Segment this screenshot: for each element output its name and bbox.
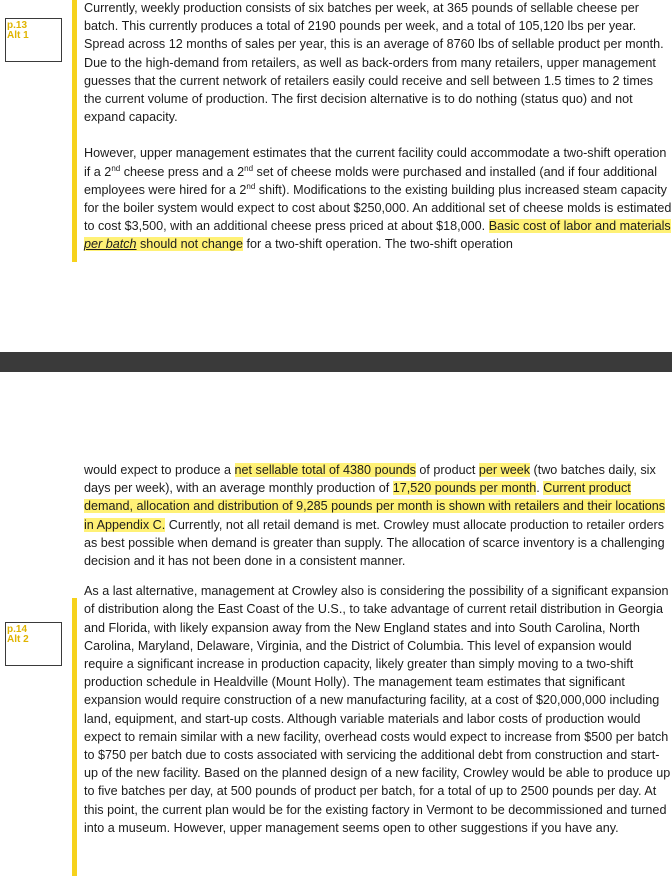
margin-note-page: p.13	[7, 20, 28, 31]
change-bar	[72, 0, 77, 262]
highlight: per week	[478, 463, 531, 477]
highlight: Current product demand, allocation and distribution of 9,285 pounds per month is shown with retailers and their locations in Appendix C.	[84, 481, 666, 532]
paragraph: However, upper management estimates that the current facility could accommodate a two-shift operation if a 2nd cheese press and a 2nd set of cheese molds were purchased and installed (and if four additional employees were hired for a 2nd shift). Modifications to the existing building plus increased steam capacity for the boiler system would expect to cost about $250,000. An additional set of cheese molds is estimated to cost $3,500, with an additional cheese press priced at about $18,000. Basic cost of labor and materials per batch should not change for a two-shift operation. The two-shift operation	[84, 146, 672, 252]
paragraph: Currently, weekly production consists of six batches per week, at 365 pounds of sellable cheese per batch. This currently produces a total of 2190 pounds per week, and a total of 105,120 lbs per year. Spread across 12 months of sales per year, this is an average of 8760 lbs of sellable product per month. Due to the high-demand from retailers, as well as back-orders from many retailers, upper management guesses that the current network of retailers easily could receive and sell between 1.5 times to 2 times the current volume of production. The first decision alternative is to do nothing (status quo) and not expand capacity.	[84, 1, 664, 125]
body-text	[84, 461, 672, 837]
margin-note-label: Alt 2	[7, 634, 29, 645]
paragraph: would expect to produce a net sellable total of 4380 pounds of product per week (two batches daily, six days per week), with an average monthly production of 17,520 pounds per month. Current product demand, allocation and distribution of 9,285 pounds per month is shown with retailers and their locations in Appendix C. Currently, not all retail demand is met. Crowley must allocate production to retailer orders as best possible when demand is greater than supply. The allocation of scarce inventory is a challenging decision and it has not been done in a consistent manner.	[84, 463, 666, 569]
margin-note-alt-2	[5, 622, 62, 666]
highlight: 17,520 pounds per month	[392, 481, 537, 496]
body-text	[84, 0, 672, 254]
margin-note-label: Alt 1	[7, 30, 29, 41]
document-page-14	[0, 372, 672, 881]
margin-note-page: p.14	[7, 624, 28, 635]
paragraph: As a last alternative, management at Crowley also is considering the possibility of a significant expansion of distribution along the East Coast of the U.S., to take advantage of current retail distribution in Georgia and Florida, with likely expansion away from the New England states and into South Carolina, North Carolina, Maryland, Delaware, Virginia, and the District of Columbia. This level of expansion would require a significant increase in production capacity, likely greater than simply moving to a two-shift production schedule in Healdville (Mount Holly). The management team estimates that significant expansion would require construction of a new manufacturing facility, at a cost of $20,000,000 including land, equipment, and start-up costs. Although variable materials and labor costs of production would expect to remain similar with a new facility, overhead costs would expect to increase from $500 per batch to $750 per batch due to costs associated with servicing the additional debt from construction and start-up of the new facility. Based on the planned design of a new facility, Crowley would be able to produce up to five batches per day, at 500 pounds of product per batch, for a total of up to 2500 pounds per day. At this point, the current plan would be for the existing factory in Vermont to be decommissioned and turned into a museum. However, upper management seems open to other suggestions if you have any.	[84, 584, 671, 835]
highlight: Basic cost of labor and materials per batch should not change	[84, 219, 671, 252]
page-break	[0, 352, 672, 372]
change-bar	[72, 598, 77, 876]
margin-note-alt-1	[5, 18, 62, 62]
highlight: net sellable total of 4380 pounds	[234, 463, 416, 477]
document-page-13	[0, 0, 672, 352]
